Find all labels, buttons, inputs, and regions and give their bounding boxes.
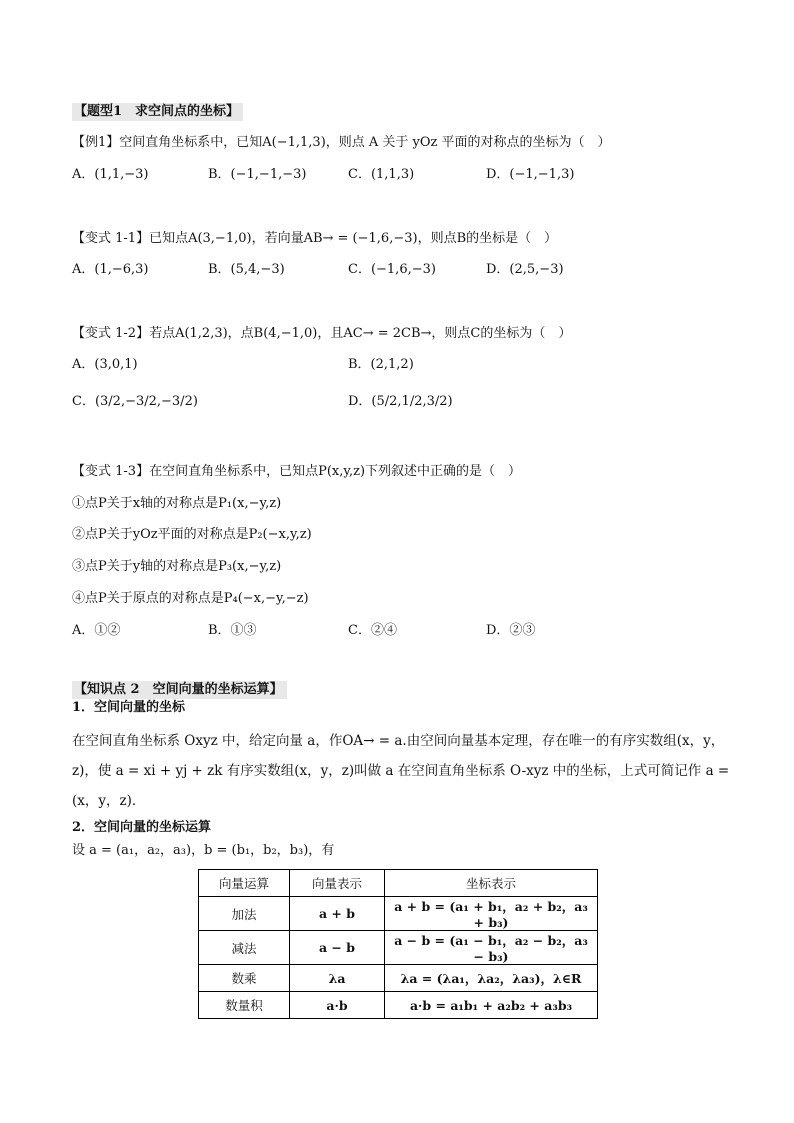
- variant-1-3-statement-1: ①点P关于x轴的对称点是P₁(x,−y,z): [72, 496, 282, 511]
- table-cell: a + b = (a₁ + b₁，a₂ + b₂，a₃ + b₃): [385, 897, 598, 931]
- heading-type-1: 【题型1 求空间点的坐标】: [72, 103, 243, 121]
- section-2-title: 2．空间向量的坐标运算: [72, 820, 212, 835]
- example-1-option-c[interactable]: C．(1,1,3): [348, 167, 415, 182]
- variant-1-1-option-d[interactable]: D．(2,5,−3): [486, 262, 564, 277]
- table-cell: 数量积: [199, 992, 290, 1019]
- table-cell: 减法: [199, 931, 290, 965]
- variant-1-2-question: 【变式 1-2】若点A(1,2,3)，点B(4,−1,0)，且AC→ = 2CB→，则点C的坐标为（ ）: [72, 326, 572, 341]
- variant-1-1-question: 【变式 1-1】已知点A(3,−1,0)，若向量AB→ = (−1,6,−3)，则点B的坐标是（ ）: [72, 231, 558, 246]
- table-cell: a·b = a₁b₁ + a₂b₂ + a₃b₃: [385, 992, 598, 1019]
- table-row: [199, 992, 598, 1019]
- variant-1-1-option-c[interactable]: C．(−1,6,−3): [348, 262, 436, 277]
- table-row: [199, 897, 598, 931]
- variant-1-3-question: 【变式 1-3】在空间直角坐标系中，已知点P(x,y,z)下列叙述中正确的是（ ）: [72, 464, 522, 479]
- table-header-cell: 坐标表示: [385, 870, 598, 897]
- example-1-question: 【例1】空间直角坐标系中，已知A(−1,1,3)，则点 A 关于 yOz 平面的对称点的坐标为（ ）: [72, 135, 611, 150]
- variant-1-3-option-d[interactable]: D．②③: [486, 623, 536, 638]
- variant-1-3-statement-4: ④点P关于原点的对称点是P₄(−x,−y,−z): [72, 591, 309, 606]
- table-cell: λa = (λa₁，λa₂，λa₃)，λ∈R: [385, 965, 598, 992]
- section-1-title: 1．空间向量的坐标: [72, 700, 186, 715]
- variant-1-1-option-a[interactable]: A．(1,−6,3): [72, 262, 149, 277]
- table-row: [199, 965, 598, 992]
- table-header-cell: 向量运算: [199, 870, 290, 897]
- heading-knowledge-2: 【知识点 2 空间向量的坐标运算】: [72, 681, 287, 699]
- variant-1-3-option-c[interactable]: C．②④: [348, 623, 397, 638]
- section-2-intro: 设 a = (a₁，a₂，a₃)，b = (b₁，b₂，b₃)，有: [72, 843, 335, 858]
- variant-1-3-option-b[interactable]: B．①③: [208, 623, 257, 638]
- example-1-option-b[interactable]: B．(−1,−1,−3): [208, 167, 307, 182]
- table-header-cell: 向量表示: [290, 870, 385, 897]
- table-cell: λa: [290, 965, 385, 992]
- variant-1-3-option-a[interactable]: A．①②: [72, 623, 121, 638]
- table-cell: a − b = (a₁ − b₁，a₂ − b₂，a₃ − b₃): [385, 931, 598, 965]
- variant-1-2-option-c[interactable]: C．(3/2,−3/2,−3/2): [72, 394, 198, 409]
- table-row: [199, 931, 598, 965]
- table-header-row: [199, 870, 598, 897]
- table-cell: a·b: [290, 992, 385, 1019]
- variant-1-1-option-b[interactable]: B．(5,4,−3): [208, 262, 285, 277]
- variant-1-2-option-a[interactable]: A．(3,0,1): [72, 357, 138, 372]
- table-cell: a + b: [290, 897, 385, 931]
- table-cell: 加法: [199, 897, 290, 931]
- table-cell: 数乘: [199, 965, 290, 992]
- variant-1-2-option-d[interactable]: D．(5/2,1/2,3/2): [348, 394, 453, 409]
- variant-1-3-statement-2: ②点P关于yOz平面的对称点是P₂(−x,y,z): [72, 527, 312, 542]
- section-1-paragraph: 在空间直角坐标系 Oxyz 中，给定向量 a，作OA→ = a.由空间向量基本定理，存在唯一的有序实数组(x，y，z)，使 a = xi + yj + zk 有序实数组(x，y，z)叫做 a 在空间直角坐标系 O-xyz 中的坐标，上式可简记作 a = (x，y，z)．: [72, 733, 730, 809]
- example-1-option-a[interactable]: A．(1,1,−3): [72, 167, 149, 182]
- example-1-option-d[interactable]: D．(−1,−1,3): [486, 167, 575, 182]
- variant-1-3-statement-3: ③点P关于y轴的对称点是P₃(x,−y,z): [72, 559, 282, 574]
- coordinate-operations-table: [198, 869, 598, 1019]
- variant-1-2-option-b[interactable]: B．(2,1,2): [348, 357, 414, 372]
- table-cell: a − b: [290, 931, 385, 965]
